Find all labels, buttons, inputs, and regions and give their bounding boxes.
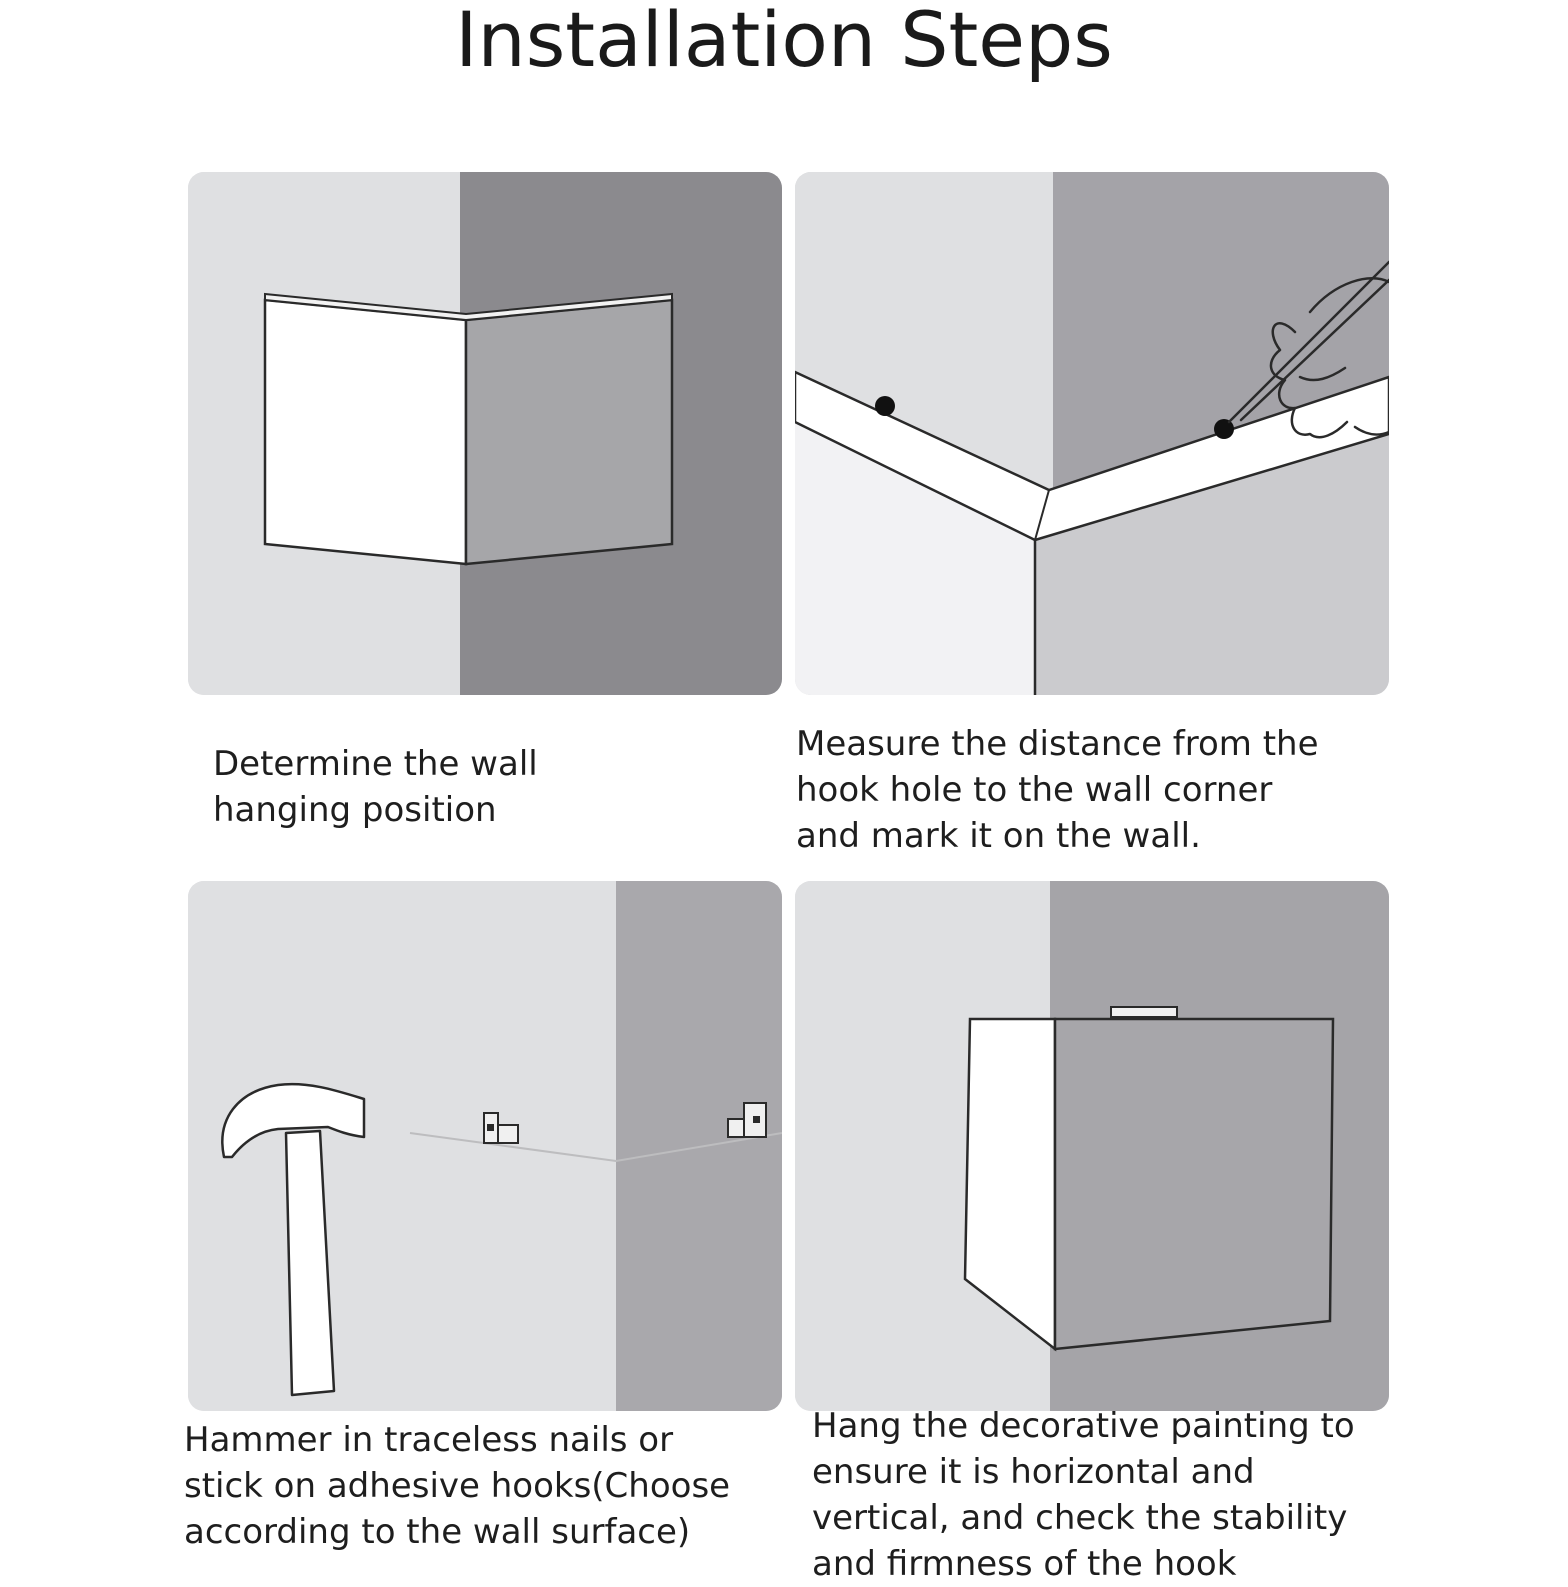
step-4-caption: Hang the decorative painting to ensure it is horizontal and vertical, and check the stability and firmness of the hook — [812, 1406, 1355, 1584]
step-1-illustration — [188, 172, 782, 695]
step-2-caption: Measure the distance from the hook hole to the wall corner and mark it on the wall. — [796, 724, 1319, 856]
step-4-illustration — [795, 881, 1389, 1411]
hammer-hooks-icon — [188, 881, 782, 1411]
wall-corner-frame-icon — [188, 172, 782, 695]
step-3-illustration — [188, 881, 782, 1411]
page-title: Installation Steps — [455, 0, 1113, 84]
mark-dot — [1214, 419, 1234, 439]
step-1-caption: Determine the wall hanging position — [213, 744, 538, 830]
hanging-painting-icon — [795, 881, 1389, 1411]
hook-icon — [1111, 1007, 1177, 1017]
step-3-caption: Hammer in traceless nails or stick on adhesive hooks(Choose according to the wall surface) — [184, 1420, 731, 1552]
mark-dot — [875, 396, 895, 416]
step-2-illustration — [795, 172, 1389, 695]
hand-pencil-mark-icon — [795, 172, 1389, 695]
